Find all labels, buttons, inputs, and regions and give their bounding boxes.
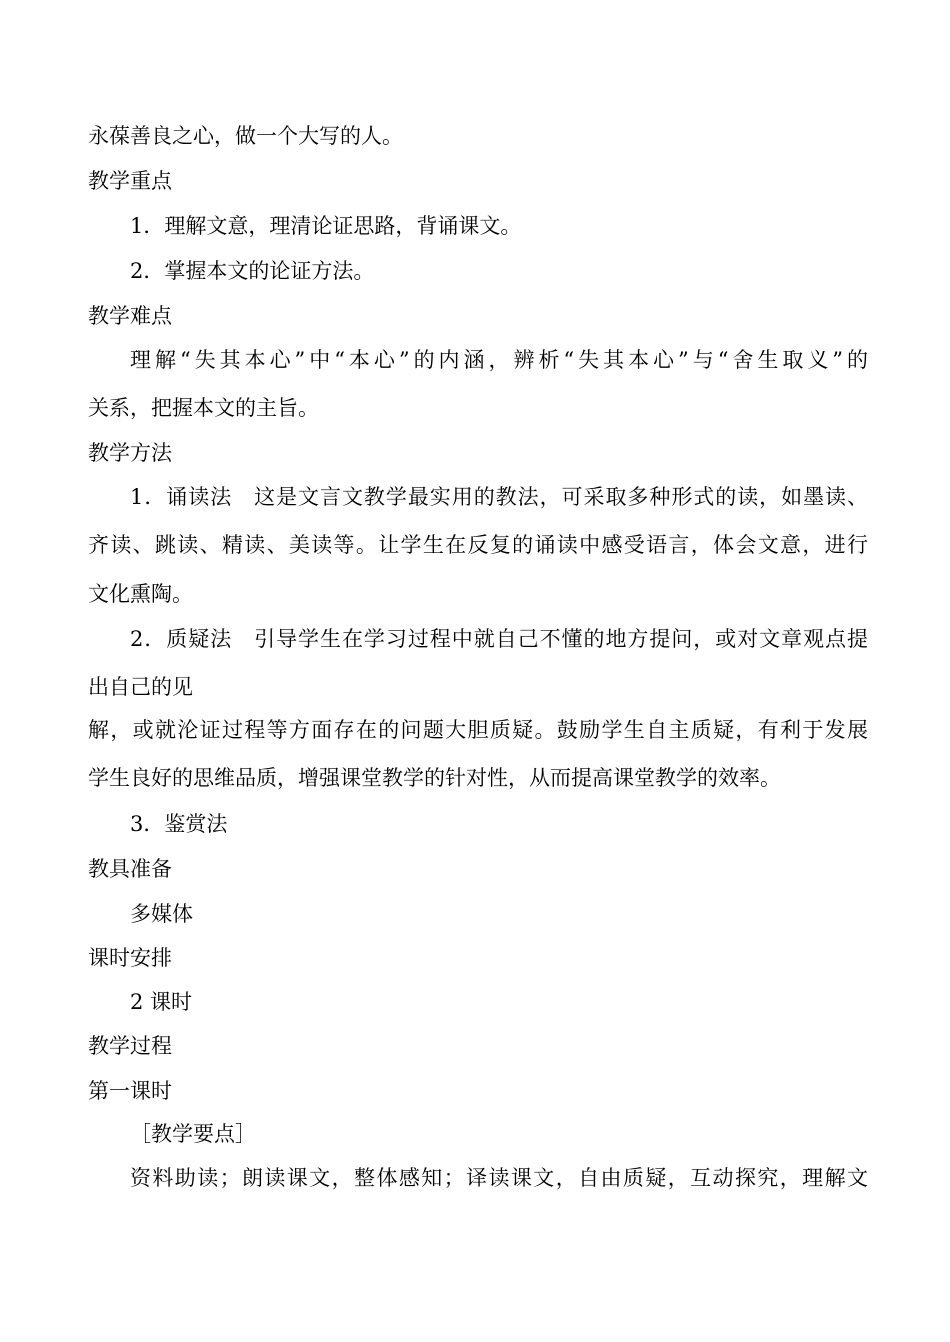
list-item: 3．鉴赏法 bbox=[130, 812, 228, 836]
section-heading-methods: 教学方法 bbox=[88, 441, 172, 465]
paragraph-line: 出自己的见 bbox=[88, 675, 193, 699]
paragraph-line: 2．质疑法 引导学生在学习过程中就自己不懂的地方提问，或对文章观点提 bbox=[130, 627, 868, 651]
paragraph-line: 理解“失其本心”中“本心”的内涵，辨析“失其本心”与“舍生取义”的 bbox=[130, 348, 868, 372]
body-text-line: 2 课时 bbox=[130, 990, 193, 1014]
section-heading-difficulties: 教学难点 bbox=[88, 304, 172, 328]
list-item: 2．掌握本文的论证方法。 bbox=[130, 259, 375, 283]
paragraph-line: 齐读、跳读、精读、美读等。让学生在反复的诵读中感受语言，体会文意，进行 bbox=[88, 533, 868, 557]
subheading-teaching-points: ［教学要点］ bbox=[130, 1122, 256, 1146]
section-heading-schedule: 课时安排 bbox=[88, 946, 172, 970]
body-text-line: 永葆善良之心，做一个大写的人。 bbox=[88, 124, 403, 148]
paragraph-line: 1．诵读法 这是文言文教学最实用的教法，可采取多种形式的读，如墨读、 bbox=[130, 485, 868, 509]
paragraph-line: 学生良好的思维品质，增强课堂教学的针对性，从而提高课堂教学的效率。 bbox=[88, 766, 781, 790]
section-heading-first-lesson: 第一课时 bbox=[88, 1079, 172, 1103]
paragraph-line: 文化熏陶。 bbox=[88, 582, 193, 606]
paragraph-line: 解，或就沦证过程等方面存在的问题大胆质疑。鼓励学生自主质疑，有利于发展 bbox=[88, 718, 868, 742]
section-heading-process: 教学过程 bbox=[88, 1034, 172, 1058]
paragraph-line: 关系，把握本文的主旨。 bbox=[88, 396, 319, 420]
section-heading-key-points: 教学重点 bbox=[88, 169, 172, 193]
paragraph-line: 资料助读；朗读课文，整体感知；译读课文，自由质疑，互动探究，理解文 bbox=[130, 1166, 868, 1190]
list-item: 1．理解文意，理清论证思路，背诵课文。 bbox=[130, 214, 522, 238]
body-text-line: 多媒体 bbox=[130, 902, 193, 926]
section-heading-teaching-aids: 教具准备 bbox=[88, 857, 172, 881]
